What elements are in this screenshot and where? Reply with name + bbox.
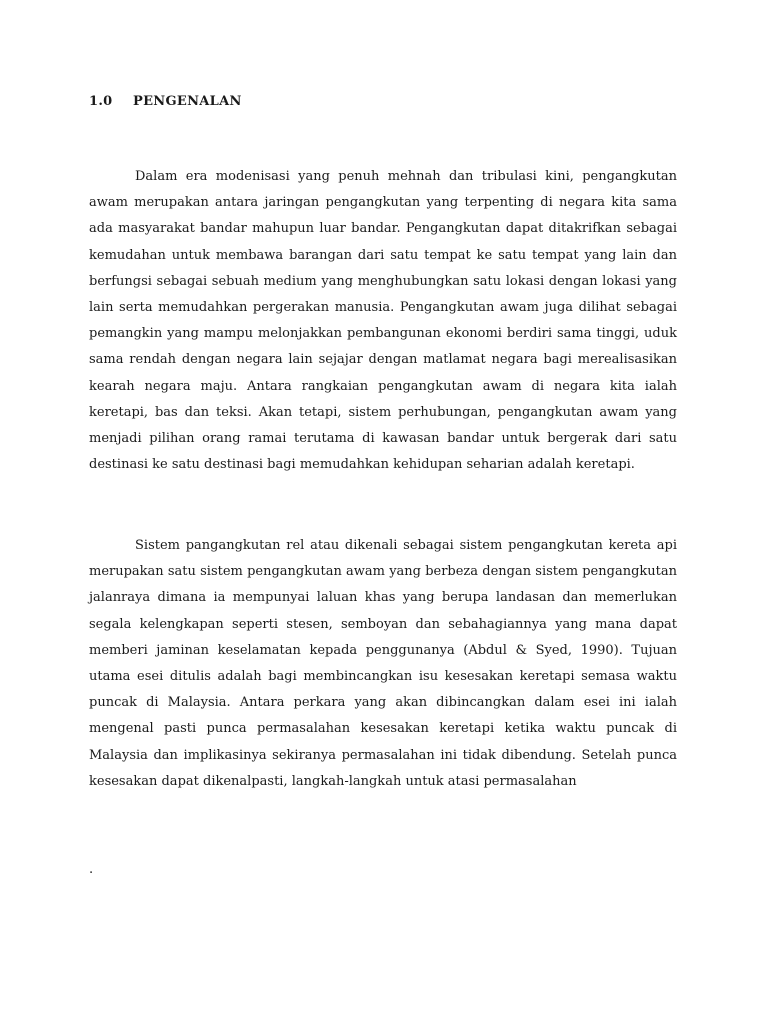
paragraph-rail-system: Sistem pangangkutan rel atau dikenali sebagai sistem pengangkutan kereta api merupakan satu sistem pengangkutan awam yang berbeza dengan sistem pengangkutan jalanraya dimana ia mempunyai laluan khas yang berupa landasan dan memerlukan segala kelengkapan seperti stesen, semboyan dan sebahagiannya yang mana dapat memberi jaminan keselamatan kepada penggunanya (Abdul & Syed, 1990). Tujuan utama esei ditulis adalah bagi membincangkan isu kesesakan keretapi semasa waktu puncak di Malaysia. Antara perkara yang akan dibincangkan dalam esei ini ialah mengenal pasti punca permasalahan kesesakan keretapi ketika waktu puncak di Malaysia dan implikasinya sekiranya permasalahan ini tidak dibendung. Setelah punca kesesakan dapat dikenalpasti, langkah-langkah untuk atasi permasalahan [89, 538, 677, 789]
trailing-mark: . [89, 862, 94, 877]
section-heading [89, 94, 242, 109]
section-number: 1.0 [89, 94, 113, 109]
paragraph-introduction: Dalam era modenisasi yang penuh mehnah dan tribulasi kini, pengangkutan awam merupakan antara jaringan pengangkutan yang terpenting di negara kita sama ada masyarakat bandar mahupun luar bandar. Pengangkutan dapat ditakrifkan sebagai kemudahan untuk membawa barangan dari satu tempat ke satu tempat yang lain dan berfungsi sebagai sebuah medium yang menghubungkan satu lokasi dengan lokasi yang lain serta memudahkan pergerakan manusia. Pengangkutan awam juga dilihat sebagai pemangkin yang mampu melonjakkan pembangunan ekonomi berdiri sama tinggi, uduk sama rendah dengan negara lain sejajar dengan matlamat negara bagi merealisasikan kearah negara maju. Antara rangkaian pengangkutan awam di negara kita ialah keretapi, bas dan teksi. Akan tetapi, sistem perhubungan, pengangkutan awam yang menjadi pilihan orang ramai terutama di kawasan bandar untuk bergerak dari satu destinasi ke satu destinasi bagi memudahkan kehidupan seharian adalah keretapi. [89, 169, 677, 473]
section-title: PENGENALAN [133, 94, 242, 109]
